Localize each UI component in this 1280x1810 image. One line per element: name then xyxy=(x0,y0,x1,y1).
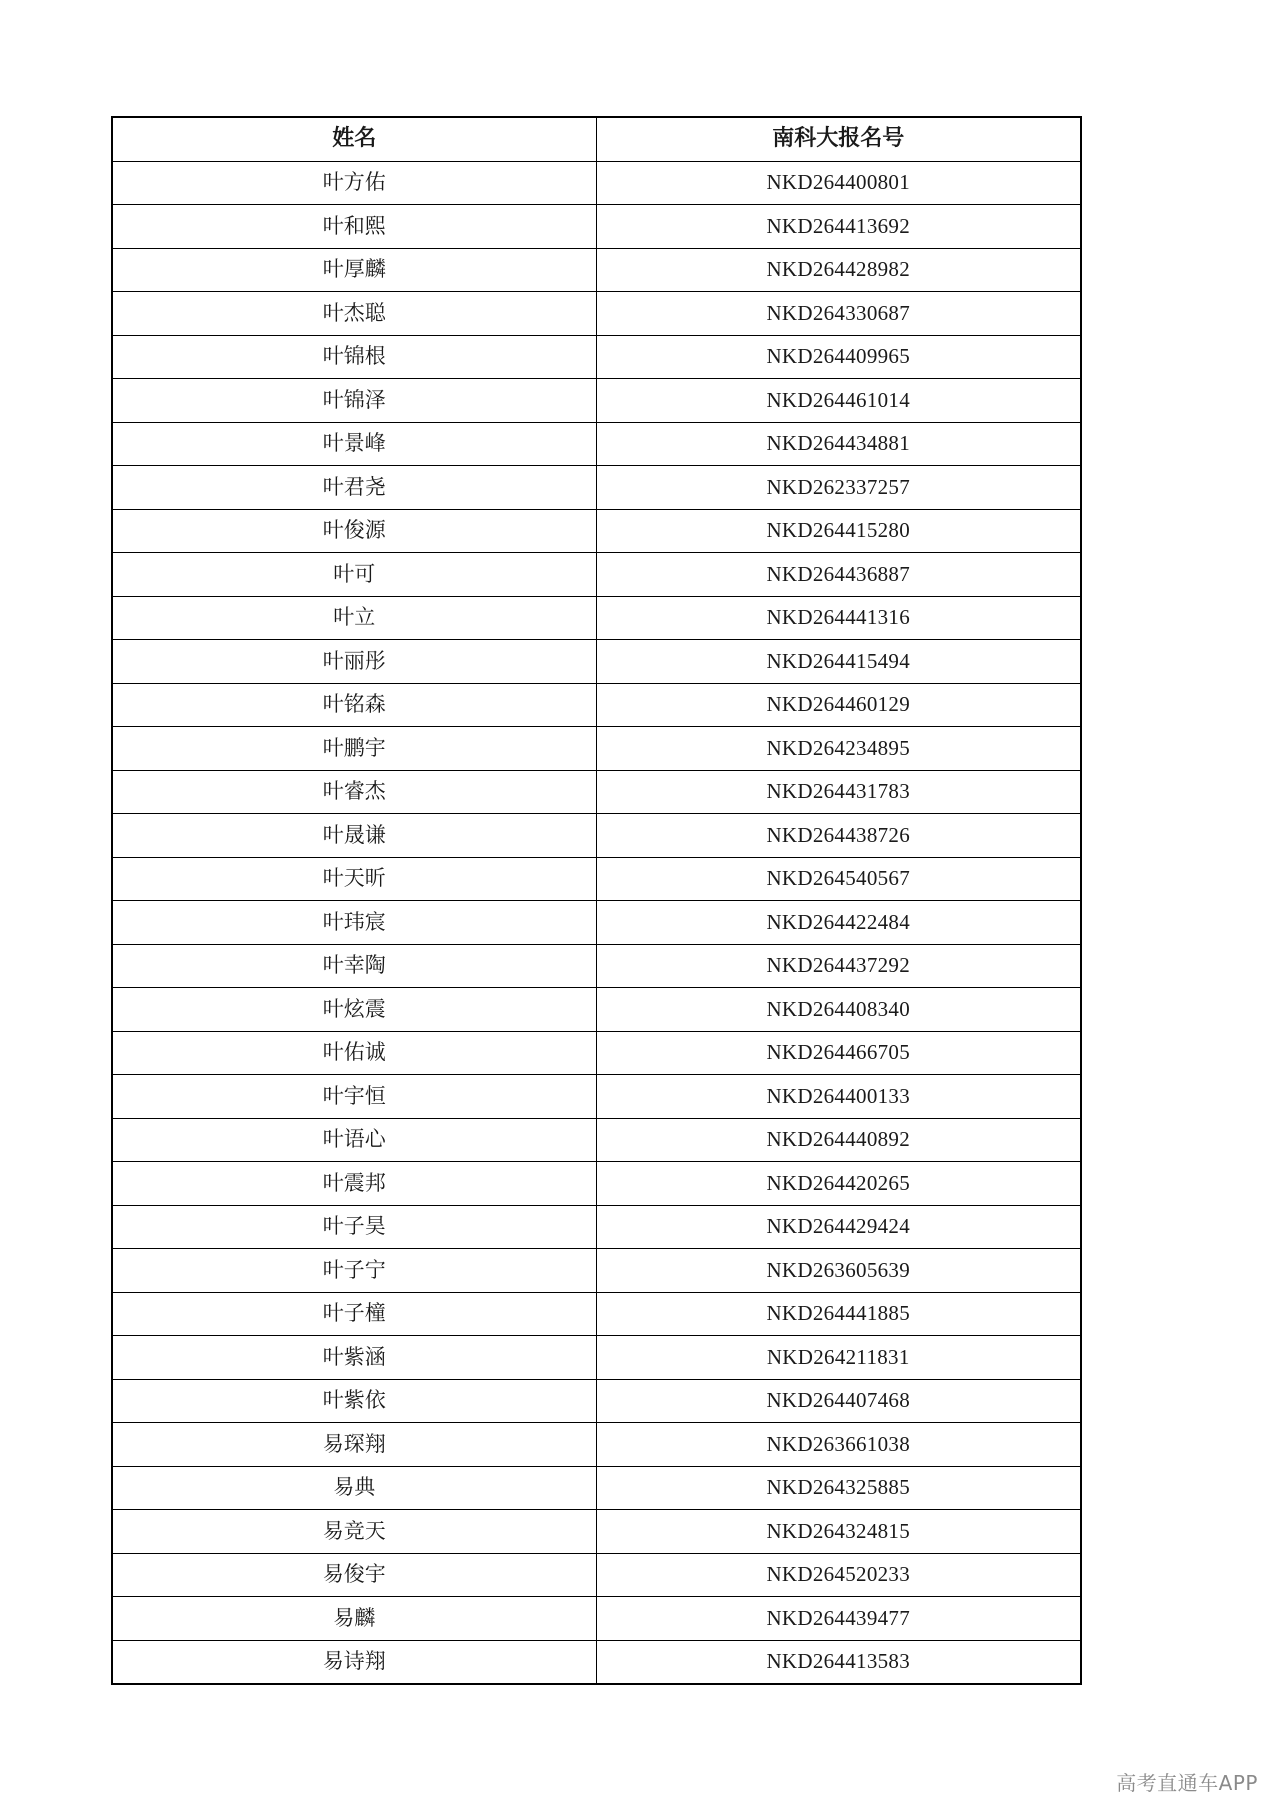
cell-registration-number: NKD264408340 xyxy=(596,988,1081,1032)
cell-registration-number: NKD264330687 xyxy=(596,292,1081,336)
cell-name: 叶俊源 xyxy=(112,509,596,553)
table-row xyxy=(112,1640,1081,1684)
cell-registration-number: NKD264441885 xyxy=(596,1292,1081,1336)
table-row xyxy=(112,1162,1081,1206)
table-row xyxy=(112,1336,1081,1380)
cell-name: 易琛翔 xyxy=(112,1423,596,1467)
cell-name: 叶立 xyxy=(112,596,596,640)
cell-registration-number: NKD264420265 xyxy=(596,1162,1081,1206)
table-row xyxy=(112,509,1081,553)
cell-registration-number: NKD263661038 xyxy=(596,1423,1081,1467)
table-row xyxy=(112,596,1081,640)
table-row xyxy=(112,1205,1081,1249)
cell-name: 叶锦根 xyxy=(112,335,596,379)
cell-registration-number: NKD264436887 xyxy=(596,553,1081,597)
table-row xyxy=(112,466,1081,510)
cell-registration-number: NKD264461014 xyxy=(596,379,1081,423)
cell-name: 叶方佑 xyxy=(112,161,596,205)
cell-name: 叶厚麟 xyxy=(112,248,596,292)
cell-name: 叶子昊 xyxy=(112,1205,596,1249)
header-row xyxy=(112,117,1081,161)
cell-name: 易竞天 xyxy=(112,1510,596,1554)
cell-registration-number: NKD264440892 xyxy=(596,1118,1081,1162)
table-row xyxy=(112,683,1081,727)
cell-registration-number: NKD264325885 xyxy=(596,1466,1081,1510)
table-row xyxy=(112,944,1081,988)
cell-registration-number: NKD264407468 xyxy=(596,1379,1081,1423)
table-row xyxy=(112,857,1081,901)
cell-name: 叶炫震 xyxy=(112,988,596,1032)
table-row xyxy=(112,1597,1081,1641)
cell-registration-number: NKD264428982 xyxy=(596,248,1081,292)
cell-registration-number: NKD264413583 xyxy=(596,1640,1081,1684)
cell-name: 易典 xyxy=(112,1466,596,1510)
cell-name: 叶紫依 xyxy=(112,1379,596,1423)
cell-registration-number: NKD264466705 xyxy=(596,1031,1081,1075)
admission-table xyxy=(111,116,1082,1685)
table-row xyxy=(112,1510,1081,1554)
cell-registration-number: NKD264211831 xyxy=(596,1336,1081,1380)
table-row xyxy=(112,640,1081,684)
cell-name: 叶宇恒 xyxy=(112,1075,596,1119)
table-row xyxy=(112,553,1081,597)
table-row xyxy=(112,1118,1081,1162)
table-header xyxy=(112,117,1081,161)
table-row xyxy=(112,292,1081,336)
cell-registration-number: NKD263605639 xyxy=(596,1249,1081,1293)
cell-name: 易俊宇 xyxy=(112,1553,596,1597)
cell-registration-number: NKD264520233 xyxy=(596,1553,1081,1597)
cell-name: 叶子橦 xyxy=(112,1292,596,1336)
cell-registration-number: NKD264441316 xyxy=(596,596,1081,640)
table-row xyxy=(112,1423,1081,1467)
cell-name: 叶紫涵 xyxy=(112,1336,596,1380)
cell-registration-number: NKD264234895 xyxy=(596,727,1081,771)
table-row xyxy=(112,1292,1081,1336)
cell-registration-number: NKD264438726 xyxy=(596,814,1081,858)
cell-name: 易诗翔 xyxy=(112,1640,596,1684)
table-row xyxy=(112,1379,1081,1423)
table-row xyxy=(112,161,1081,205)
cell-registration-number: NKD264434881 xyxy=(596,422,1081,466)
cell-name: 叶君尧 xyxy=(112,466,596,510)
table-row xyxy=(112,1466,1081,1510)
table-row xyxy=(112,988,1081,1032)
cell-name: 叶锦泽 xyxy=(112,379,596,423)
cell-registration-number: NKD264413692 xyxy=(596,205,1081,249)
cell-name: 叶和熙 xyxy=(112,205,596,249)
table-row xyxy=(112,422,1081,466)
table-row xyxy=(112,1553,1081,1597)
cell-registration-number: NKD264409965 xyxy=(596,335,1081,379)
cell-name: 叶丽彤 xyxy=(112,640,596,684)
table-body xyxy=(112,161,1081,1684)
table-row xyxy=(112,205,1081,249)
cell-registration-number: NKD264415494 xyxy=(596,640,1081,684)
table-row xyxy=(112,814,1081,858)
table-row xyxy=(112,248,1081,292)
table-row xyxy=(112,1249,1081,1293)
cell-name: 叶震邦 xyxy=(112,1162,596,1206)
table-row xyxy=(112,770,1081,814)
cell-name: 叶天昕 xyxy=(112,857,596,901)
cell-name: 叶语心 xyxy=(112,1118,596,1162)
table-row xyxy=(112,1031,1081,1075)
table-row xyxy=(112,379,1081,423)
cell-registration-number: NKD264415280 xyxy=(596,509,1081,553)
table-row xyxy=(112,335,1081,379)
cell-name: 易麟 xyxy=(112,1597,596,1641)
cell-registration-number: NKD262337257 xyxy=(596,466,1081,510)
cell-name: 叶佑诚 xyxy=(112,1031,596,1075)
cell-registration-number: NKD264431783 xyxy=(596,770,1081,814)
cell-name: 叶杰聪 xyxy=(112,292,596,336)
cell-registration-number: NKD264400133 xyxy=(596,1075,1081,1119)
cell-name: 叶子宁 xyxy=(112,1249,596,1293)
cell-registration-number: NKD264540567 xyxy=(596,857,1081,901)
cell-name: 叶景峰 xyxy=(112,422,596,466)
header-registration-number: 南科大报名号 xyxy=(596,117,1081,161)
cell-registration-number: NKD264422484 xyxy=(596,901,1081,945)
cell-name: 叶鹏宇 xyxy=(112,727,596,771)
cell-registration-number: NKD264324815 xyxy=(596,1510,1081,1554)
table-row xyxy=(112,1075,1081,1119)
table-row xyxy=(112,901,1081,945)
cell-name: 叶可 xyxy=(112,553,596,597)
header-name: 姓名 xyxy=(112,117,596,161)
watermark: 高考直通车APP xyxy=(1116,1771,1258,1795)
table-row xyxy=(112,727,1081,771)
cell-name: 叶晟谦 xyxy=(112,814,596,858)
cell-registration-number: NKD264460129 xyxy=(596,683,1081,727)
cell-registration-number: NKD264429424 xyxy=(596,1205,1081,1249)
cell-name: 叶铭森 xyxy=(112,683,596,727)
cell-registration-number: NKD264437292 xyxy=(596,944,1081,988)
cell-name: 叶幸陶 xyxy=(112,944,596,988)
cell-registration-number: NKD264439477 xyxy=(596,1597,1081,1641)
cell-name: 叶玮宸 xyxy=(112,901,596,945)
cell-name: 叶睿杰 xyxy=(112,770,596,814)
cell-registration-number: NKD264400801 xyxy=(596,161,1081,205)
